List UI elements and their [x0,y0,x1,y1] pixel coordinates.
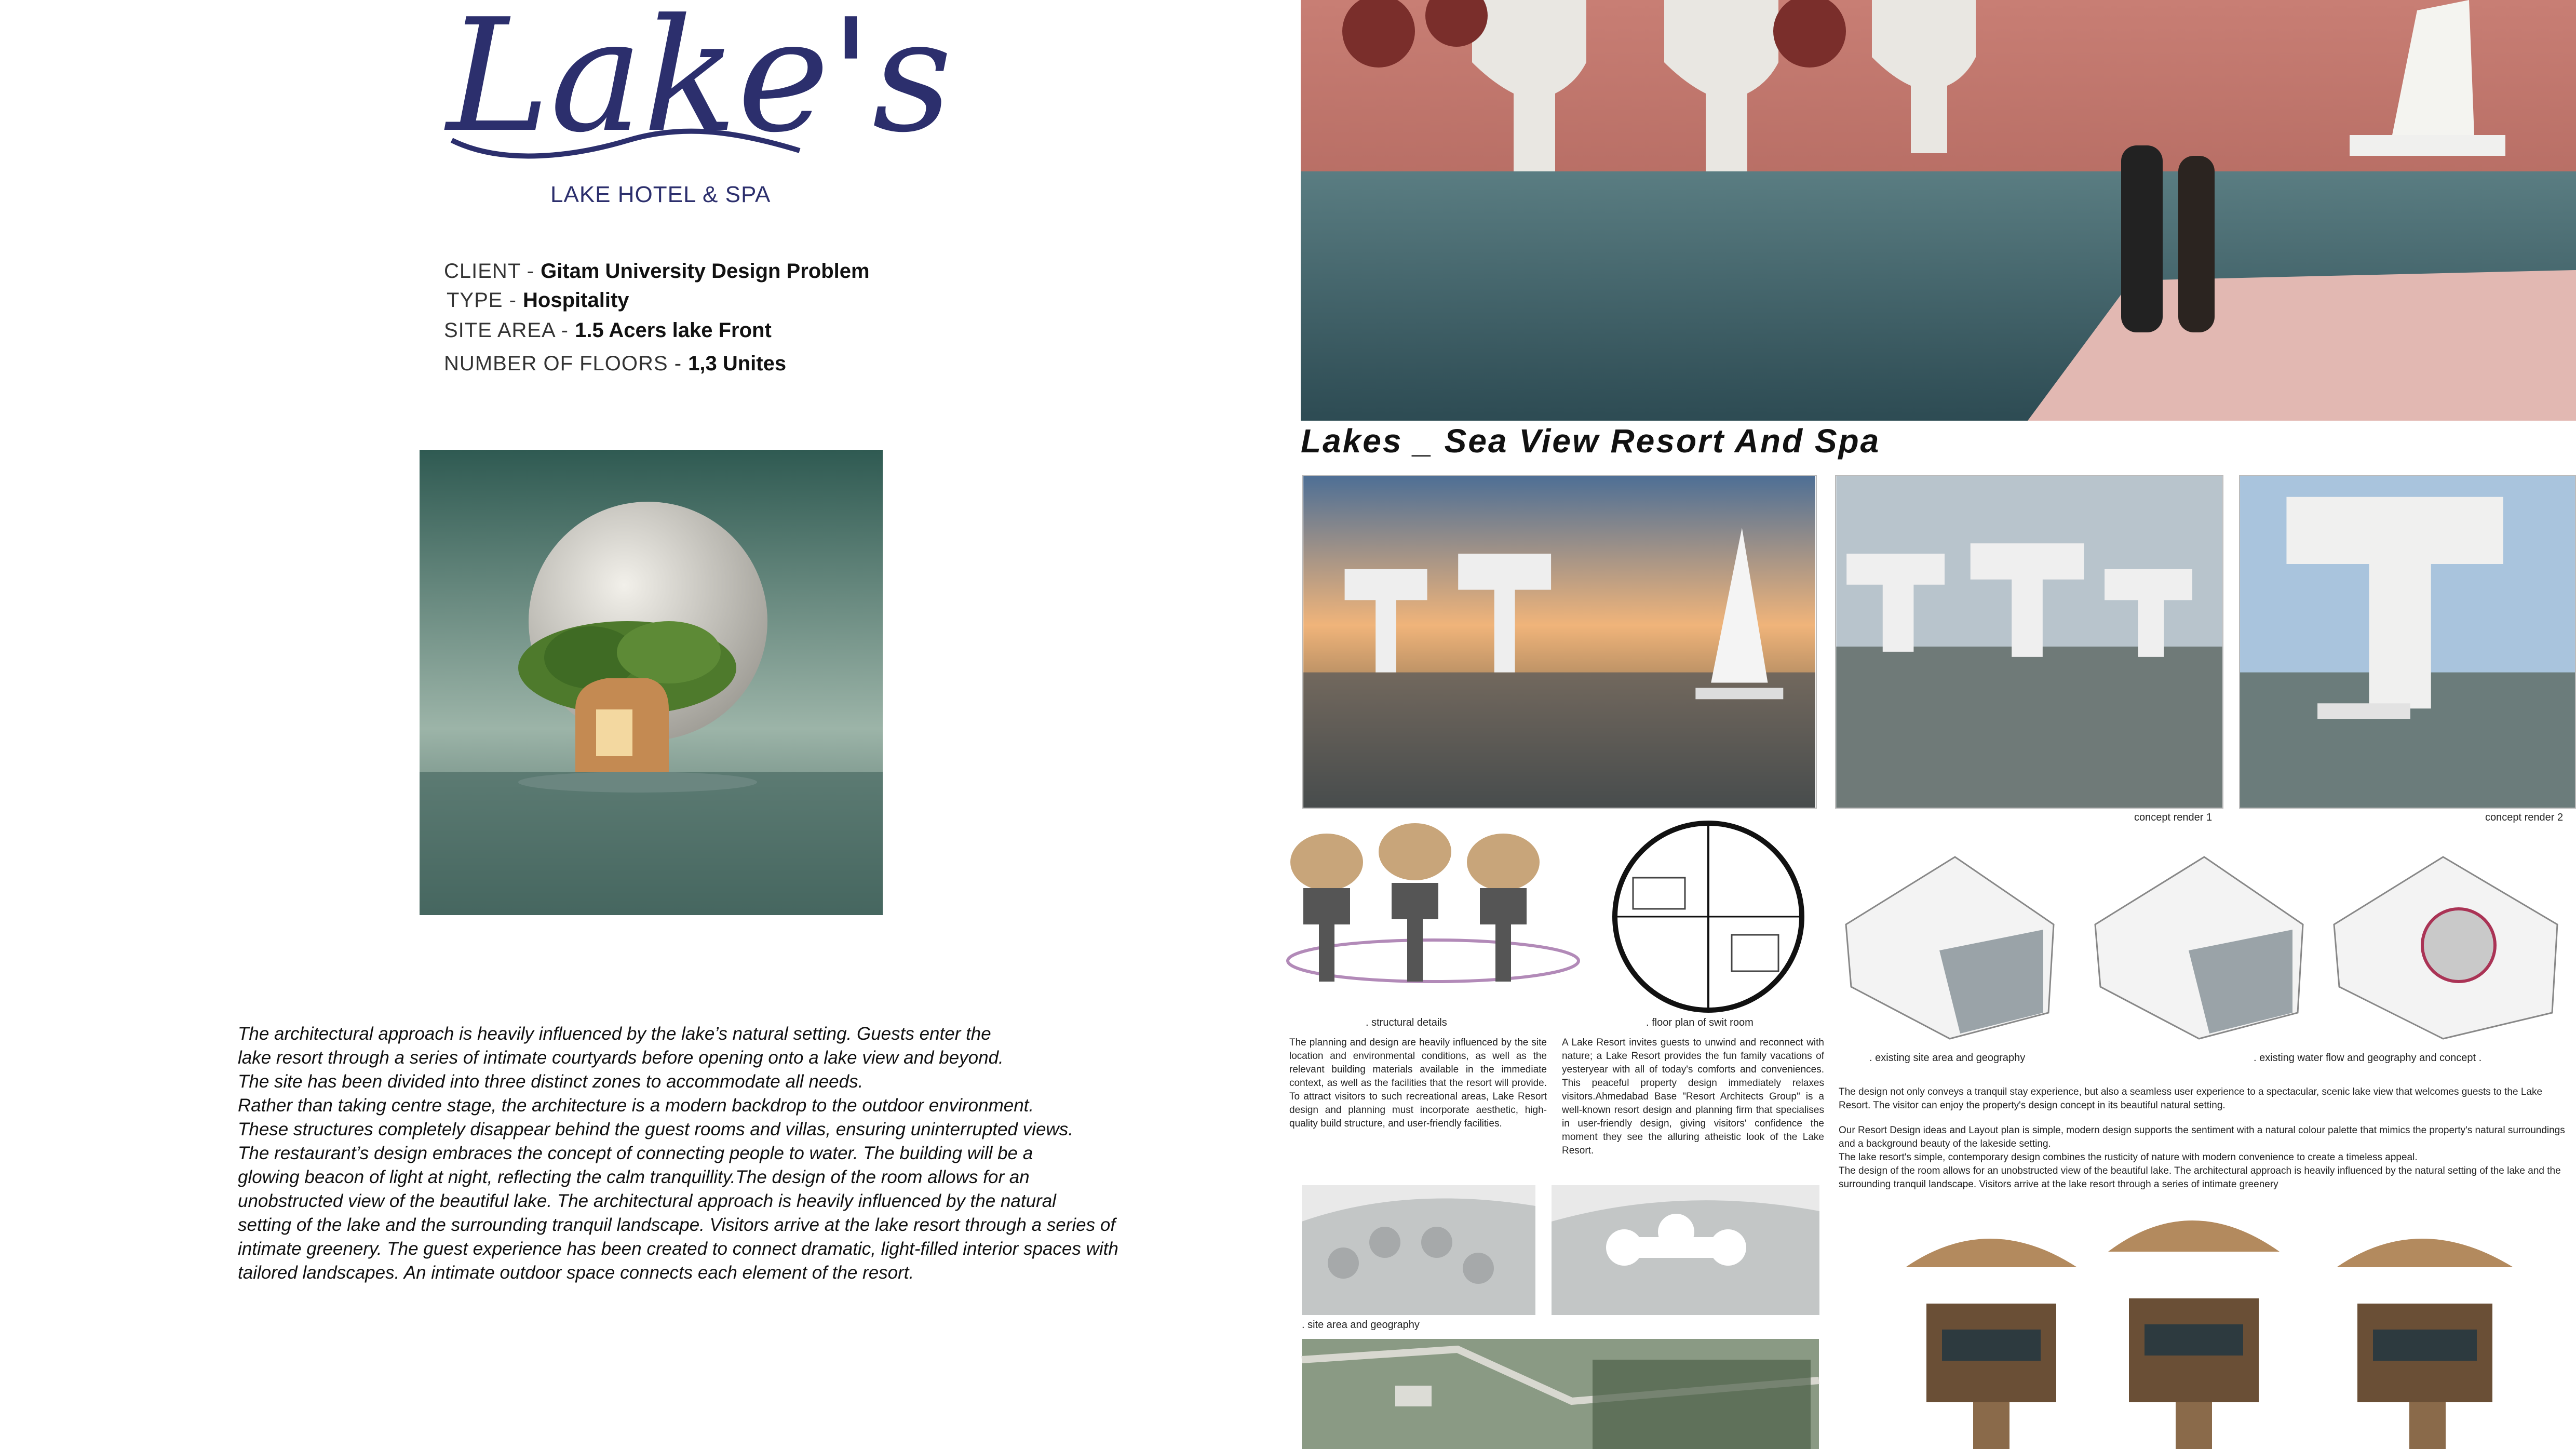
caption-existing-water: . existing water flow and geography and concept . [2254,1052,2482,1064]
design-paragraph-4: The design of the room allows for an unobstructed view of the beautiful lake. The architectural approach is heavily influenced by the natural setting of the lake and the surrounding tranquil landscape. Visitors arrive at the lake resort through a series of intimate greenery [1839,1165,2561,1190]
design-paragraph-1: The design not only conveys a tranquil stay experience, but also a seamless user experience to a spectacular, scenic lake view that welcomes guests to the Lake Resort. The visitor can enjoy the property's design concept in its beautiful natural setting. [1839,1086,2543,1111]
spec-floors-value: 1,3 Unites [688,352,787,375]
description-line: intimate greenery. The guest experience has been created to connect dramatic, light-filled interior spaces with [238,1239,1118,1259]
spec-floors-key: NUMBER OF FLOORS - [444,352,689,375]
spec-site-area [444,319,772,342]
concept-dome-image [420,450,883,915]
description-line: tailored landscapes. An intimate outdoor space connects each element of the resort. [238,1263,914,1283]
description-line: setting of the lake and the surrounding tranquil landscape. Visitors arrive at the lake resort through a series of [238,1215,1116,1235]
lakes-logo [441,0,952,171]
description-line: glowing beacon of light at night, reflecting the calm tranquillity.The design of the room allows for an [238,1167,1030,1187]
description-line: The architectural approach is heavily influenced by the lake’s natural setting. Guests enter the [238,1024,991,1044]
site-area-plan-2 [1552,1185,1819,1315]
design-paragraph-3: The lake resort's simple, contemporary design combines the rusticity of nature with modern convenience to create a timeless appeal. [1839,1152,2418,1163]
spec-type-value: Hospitality [523,289,629,312]
site-area-plan-1 [1302,1185,1535,1315]
page-title: Lakes _ Sea View Resort And Spa [1301,422,1881,460]
spec-type-key: TYPE - [447,289,523,312]
description-line: The restaurant’s design embraces the concept of connecting people to water. The building will be a [238,1143,1033,1163]
spec-client [444,260,870,283]
room-pod-models [1900,1210,2544,1449]
design-paragraph-2: Our Resort Design ideas and Layout plan is simple, modern design supports the sentiment with a natural colour palette that mimics the property's natural surroundings and a background beauty of the lakeside setting. [1839,1125,2565,1149]
aerial-site-map [1302,1339,1819,1449]
day-render-2 [2239,475,2576,809]
logo-wordmark: Lake's [447,0,952,167]
description-line: The site has been divided into three distinct zones to accommodate all needs. [238,1071,864,1092]
logo-subtitle: LAKE HOTEL & SPA [550,182,771,207]
caption-site-area: . site area and geography [1302,1319,1420,1331]
structural-details-drawing [1283,826,1584,1013]
text-block-design [1839,1085,2576,1191]
spec-site-area-value: 1.5 Acers lake Front [575,319,772,342]
hero-render-top [1301,0,2576,421]
description-line: These structures completely disappear behind the guest rooms and villas, ensuring uninterrupted views. [238,1119,1073,1139]
spec-client-value: Gitam University Design Problem [541,260,870,283]
spec-floors [444,352,786,375]
caption-floor-plan: . floor plan of swit room [1646,1017,1754,1028]
site-geography-diagrams [1836,847,2576,1044]
spec-site-area-key: SITE AREA - [444,319,575,342]
description-text [238,1022,1162,1285]
spec-client-key: CLIENT - [444,260,541,283]
description-line: unobstructed view of the beautiful lake. The architectural approach is heavily influenced by the natural [238,1191,1056,1211]
text-block-invites: A Lake Resort invites guests to unwind and reconnect with nature; a Lake Resort provides the fun family vacations of yesteryear with all of today's comforts and conveniences. This peaceful property design immediately relaxes visitors.Ahmedabad Base "Resort Architects Group" is a well-known resort design and planning firm that specialises in user-friendly design, giving visitors' confidence the moment they see the alluring atheistic look of the Lake Resort. [1562,1037,1824,1156]
caption-existing-site: . existing site area and geography [1869,1052,2026,1064]
description-line: lake resort through a series of intimate courtyards before opening onto a lake view and beyond. [238,1048,1004,1068]
caption-concept-2: concept render 2 [2485,812,2564,823]
text-block-planning: The planning and design are heavily influenced by the site location and environmental conditions, as well as the relevant building materials available in the immediate context, as well as the facilities that the resort will provide. To attract visitors to such recreational areas, Lake Resort design and planning must incorporate aesthetic, high-quality build structure, and user-friendly facilities. [1289,1037,1547,1129]
day-render-1 [1835,475,2223,809]
description-line: Rather than taking centre stage, the architecture is a modern backdrop to the outdoor environment. [238,1095,1034,1116]
sunset-render [1302,475,1817,809]
floor-plan-drawing [1602,821,1815,1013]
spec-type [447,289,629,312]
caption-concept-1: concept render 1 [2134,812,2213,823]
caption-structural: . structural details [1366,1017,1447,1028]
